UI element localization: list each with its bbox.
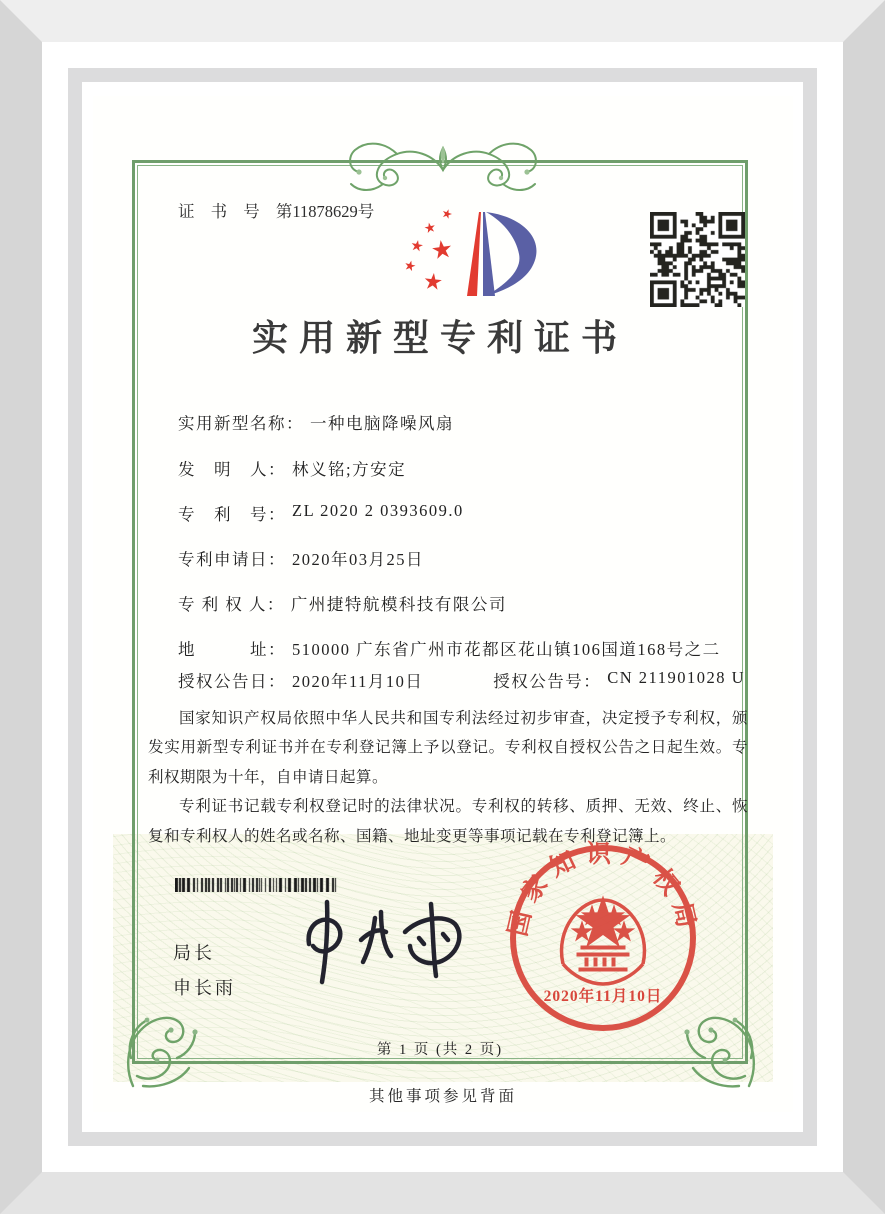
grant-number-value: CN 211901028 U — [607, 668, 745, 687]
certificate-number-label: 证 书 号 — [178, 202, 266, 221]
field-label: 专 利 号： — [178, 505, 286, 524]
grant-date-label: 授权公告日： — [178, 672, 286, 691]
legal-text-block — [148, 704, 748, 851]
field-row-grant — [178, 668, 745, 692]
seal-date: 2020年11月10日 — [543, 988, 663, 1005]
barcode — [175, 878, 337, 892]
certificate-number-line — [178, 198, 374, 222]
director-name: 申长雨 — [173, 978, 236, 999]
certificate-title: 实用新型专利证书 — [251, 318, 628, 358]
qr-code — [650, 212, 745, 307]
director-signature-image — [283, 892, 473, 992]
top-flourish-ornament — [337, 126, 549, 198]
legal-paragraph-2: 专利证书记载专利权登记时的法律状况。专利权的转移、质押、无效、终止、恢复和专利权人的姓名或名称、国籍、地址变更等事项记载在专利登记簿上。 — [148, 798, 748, 845]
field-label: 实用新型名称： — [178, 414, 304, 433]
field-row-inventor — [178, 456, 745, 480]
field-row-address — [178, 636, 745, 660]
official-seal — [503, 838, 703, 1038]
field-row-patentee — [178, 591, 745, 615]
director-block — [173, 936, 236, 1006]
grant-date-value: 2020年11月10日 — [292, 672, 424, 691]
field-value: 广州捷特航模科技有限公司 — [290, 595, 507, 614]
seal-text: 国家知识产权局 — [504, 840, 702, 939]
field-row-filing-date — [178, 546, 745, 570]
field-value: 林义铭;方安定 — [292, 460, 407, 479]
field-label: 地 址： — [178, 640, 286, 659]
legal-paragraph-1: 国家知识产权局依照中华人民共和国专利法经过初步审查，决定授予专利权，颁发实用新型专利证书并在专利登记簿上予以登记。专利权自授权公告之日起生效。专利权期限为十年，自申请日起算。 — [148, 710, 748, 786]
seal-graphic — [503, 838, 703, 1038]
field-label: 发 明 人： — [178, 460, 286, 479]
field-value: 510000 广东省广州市花都区花山镇106国道168号之二 — [292, 640, 721, 659]
field-value: ZL 2020 2 0393609.0 — [292, 501, 464, 520]
field-row-patent-number — [178, 501, 745, 525]
field-value: 一种电脑降噪风扇 — [310, 414, 454, 433]
field-label: 专利申请日： — [178, 550, 286, 569]
certificate-page — [93, 96, 793, 1112]
grant-date-pair — [178, 668, 493, 692]
field-value: 2020年03月25日 — [292, 550, 424, 569]
director-title: 局长 — [173, 943, 215, 963]
footer-note: 其他事项参见背面 — [368, 1088, 517, 1105]
page-indicator: 第 1 页 (共 2 页) — [376, 1042, 504, 1058]
field-row-utility-model-name — [178, 410, 745, 434]
certificate-number-value: 第11878629号 — [275, 202, 375, 221]
cnipa-logo-icon — [390, 200, 550, 300]
grant-number-pair — [493, 668, 745, 692]
grant-number-label: 授权公告号： — [493, 672, 602, 691]
field-label: 专 利 权 人： — [178, 595, 285, 614]
